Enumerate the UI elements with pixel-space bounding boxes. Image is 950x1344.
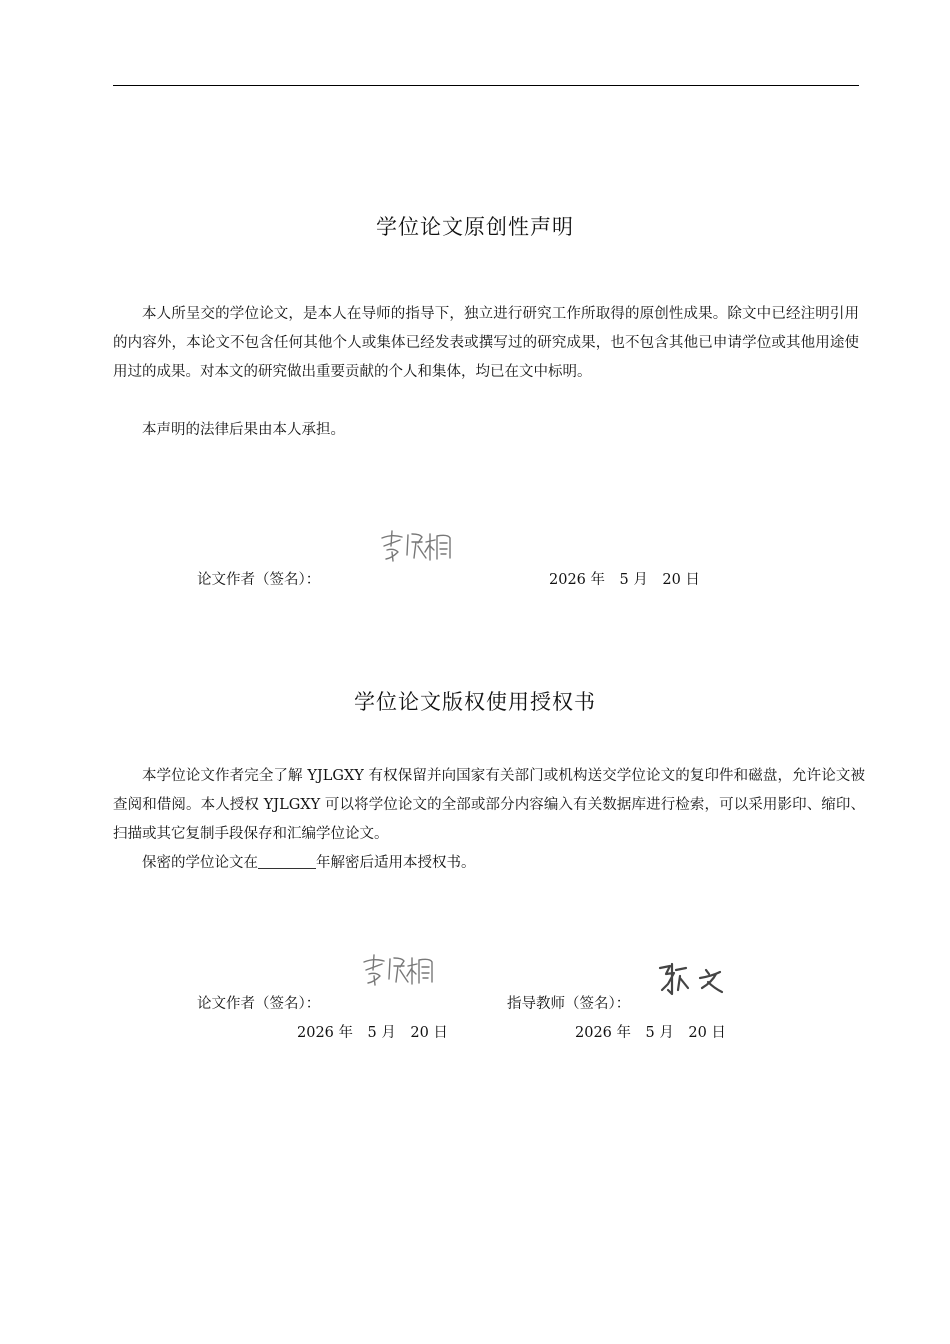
authorization-paragraph-2 [113,849,859,878]
author-signature-1 [378,528,462,564]
authorization-author-label: 论文作者（签名）： [197,996,321,1012]
author-signature-2 [360,952,444,988]
authorization-title: 学位论文版权使用授权书 [354,690,596,714]
declaration-title: 学位论文原创性声明 [376,215,574,239]
confidential-text-before: 保密的学位论文在 [142,855,258,871]
declaration-author-label: 论文作者（签名）： [197,572,321,588]
advisor-date: 2026 年 5 月 20 日 [575,1025,726,1041]
year-blank [258,854,316,869]
declaration-paragraph-1: 本人所呈交的学位论文，是本人在导师的指导下，独立进行研究工作所取得的原创性成果。除文中已经注明引用的内容外，本论文不包含任何其他个人或集体已经发表或撰写过的研究成果，也不包含其他已申请学位或其他用途使用过的成果。对本文的研究做出重要贡献的个人和集体，均已在文中标明。 [113,306,859,380]
declaration-date: 2026 年 5 月 20 日 [549,572,700,588]
confidential-text-after: 年解密后适用本授权书。 [316,855,476,871]
authorization-author-date: 2026 年 5 月 20 日 [297,1025,448,1041]
advisor-signature [656,960,728,1000]
header-rule [113,85,859,86]
authorization-paragraph-1: 本学位论文作者完全了解 YJLGXY 有权保留并向国家有关部门或机构送交学位论文的复印件和磁盘，允许论文被查阅和借阅。本人授权 YJLGXY 可以将学位论文的全部或部分内容编入有关数据库进行检索，可以采用影印、缩印、扫描或其它复制手段保存和汇编学位论文。 [113,768,865,842]
declaration-paragraph-2: 本声明的法律后果由本人承担。 [142,422,345,438]
advisor-label: 指导教师（签名）： [507,996,631,1012]
